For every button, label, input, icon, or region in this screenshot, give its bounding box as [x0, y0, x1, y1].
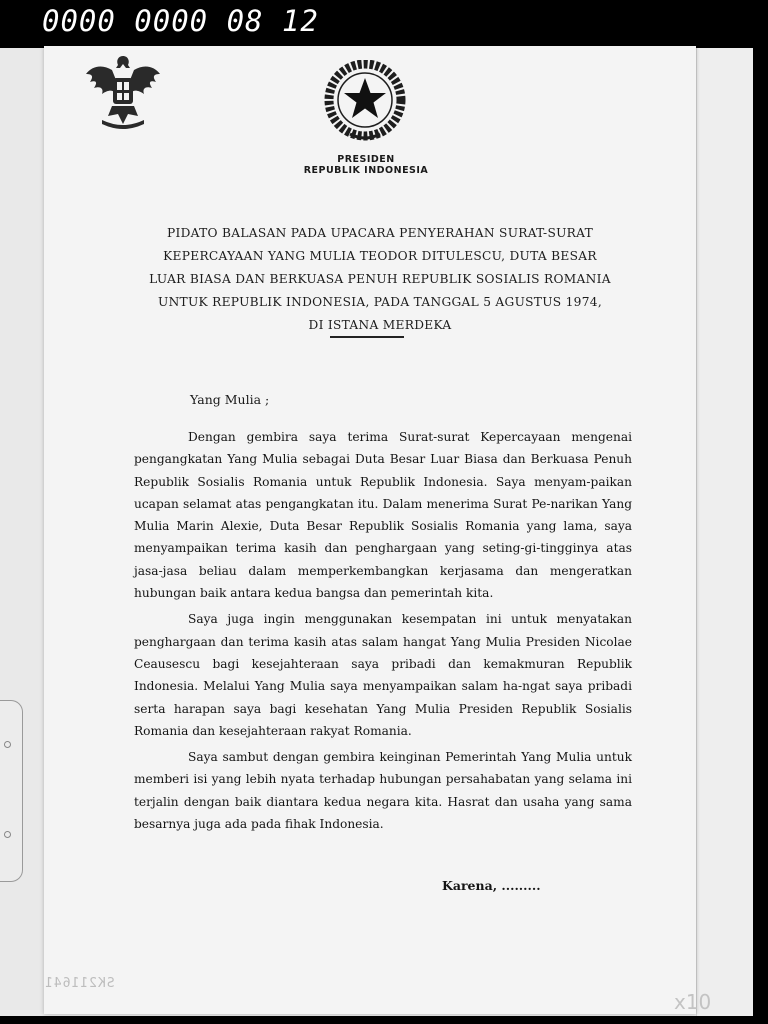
title-line: LUAR BIASA DAN BERKUASA PENUH REPUBLIK SOSIALIS ROMANIA [149, 272, 611, 286]
paragraph: Saya juga ingin menggunakan kesempatan ini untuk menyatakan penghargaan dan terima kasih atas salam hangat Yang Mulia Presiden Nicolae Ceausescu bagi kesejahteraan saya pribadi dan kemakmuran Republik Indonesia. Melalui Yang Mulia saya menyampaikan salam ha-ngat saya pribadi serta harapan saya bagi kesehatan Yang Mulia Presiden Republik Sosialis Romania dan kesejahteraan rakyat Romania. [134, 612, 632, 738]
title-line: DI ISTANA MERDEKA [308, 318, 452, 332]
garuda-emblem-icon [82, 50, 164, 134]
archive-stamp: SK211641 [44, 976, 115, 991]
speech-body [134, 426, 632, 839]
title-underline [330, 336, 404, 338]
binder-tab [0, 700, 23, 882]
paragraph: Dengan gembira saya terima Surat-surat Kepercayaan mengenai pengangkatan Yang Mulia sebagai Duta Besar Luar Biasa dan Berkuasa Penuh Republik Sosialis Romania untuk Republik Indonesia. Saya menyam-paikan ucapan selamat atas pengangkatan itu. Dalam menerima Surat Pe-narikan Yang Mulia Marin Alexie, Duta Besar Republik Sosialis Romania yang lama, saya menyampaikan terima kasih dan penghargaan yang seting-gi-tingginya atas jasa-jasa beliau dalam memperkembangkan kerjasama dan mengeratkan hubungan baik antara kedua bangsa dan pemerintah kita. [134, 430, 632, 601]
letterhead [280, 154, 452, 176]
binder-hole [4, 831, 11, 838]
title-line: UNTUK REPUBLIK INDONESIA, PADA TANGGAL 5 AGUSTUS 1974, [158, 295, 602, 309]
presidential-seal-icon [322, 60, 408, 142]
paragraph: Saya sambut dengan gembira keinginan Pemerintah Yang Mulia untuk memberi isi yang lebih nyata terhadap hubungan persahabatan yang selama ini terjalin dengan baik diantara kedua negara kita. Hasrat dan usaha yang sama besarnya juga ada pada fihak Indonesia. [134, 750, 632, 832]
title-line: KEPERCAYAAN YANG MULIA TEODOR DITULESCU, DUTA BESAR [163, 249, 597, 263]
continuation-note: Karena, ......... [442, 878, 541, 893]
frame-counter: 0000 0000 08 12 [42, 4, 319, 38]
microfilm-header-bar [0, 0, 768, 48]
salutation: Yang Mulia ; [190, 392, 270, 407]
binder-hole [4, 741, 11, 748]
title-line: PIDATO BALASAN PADA UPACARA PENYERAHAN SURAT-SURAT [166, 226, 594, 240]
letterhead-line-2: REPUBLIK INDONESIA [303, 165, 429, 176]
document-title [130, 222, 630, 337]
corner-mark: x10 [674, 990, 712, 1014]
letterhead-line-1: PRESIDEN [337, 154, 395, 165]
page-right-margin [696, 48, 753, 1016]
